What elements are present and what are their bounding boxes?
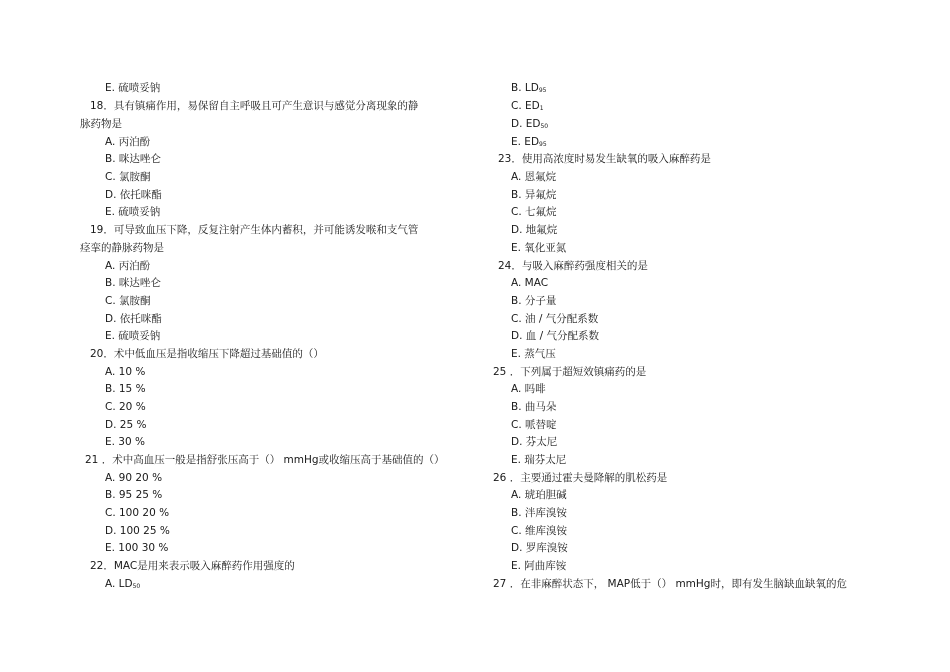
q22-option-c-subscript: 1 <box>539 105 544 112</box>
q21-stem: 21 ．术中高血压一般是指舒张压高于（） mmHg或收缩压高于基础值的（） <box>85 454 445 466</box>
q20-option-a: A. 10 % <box>105 366 146 378</box>
q22-stem: 22．MAC是用来表示吸入麻醉药作用强度的 <box>90 560 295 572</box>
q22-option-a <box>105 577 140 594</box>
q20-option-d: D. 25 % <box>105 419 147 431</box>
q18-option-d: D. 依托咪酯 <box>105 189 162 201</box>
q23-option-e: E. 氧化亚氮 <box>511 242 567 254</box>
q18-stem-line1: 18．具有镇痛作用，易保留自主呼吸且可产生意识与感觉分离现象的静 <box>90 100 419 112</box>
q27-stem: 27 ．在非麻醉状态下， MAP低于（） mmHg时，即有发生脑缺血缺氧的危 <box>493 578 847 590</box>
q21-option-e: E. 100 30 % <box>105 542 169 554</box>
q19-option-d: D. 依托咪酯 <box>105 313 162 325</box>
q26-option-c: C. 维库溴铵 <box>511 525 568 537</box>
q21-option-c: C. 100 20 % <box>105 507 170 519</box>
q18-option-e: E. 硫喷妥钠 <box>105 206 161 218</box>
q25-option-d: D. 芬太尼 <box>511 436 558 448</box>
q18-stem-line2: 脉药物是 <box>80 118 122 130</box>
q20-option-c: C. 20 % <box>105 401 146 413</box>
q21-option-b: B. 95 25 % <box>105 489 163 501</box>
q19-option-a: A. 丙泊酚 <box>105 260 151 272</box>
q22-option-a-text: A. LD <box>105 578 133 590</box>
q26-option-e: E. 阿曲库铵 <box>511 560 567 572</box>
q19-stem-line1: 19．可导致血压下降，反复注射产生体内蓄积，并可能诱发喉和支气管 <box>90 224 419 236</box>
q22-option-a-subscript: 50 <box>132 583 141 590</box>
q20-option-b: B. 15 % <box>105 383 146 395</box>
q22-option-d-text: D. ED <box>511 118 541 130</box>
q22-option-b-text: B. LD <box>511 82 539 94</box>
q18-option-c: C. 氯胺酮 <box>105 171 151 183</box>
q17-option-e: E. 硫喷妥钠 <box>105 82 161 94</box>
q26-option-d: D. 罗库溴铵 <box>511 542 568 554</box>
q22-option-c-text: C. ED <box>511 100 540 112</box>
q22-option-b <box>511 81 546 98</box>
q25-option-b: B. 曲马朵 <box>511 401 557 413</box>
q25-option-e: E. 瑞芬太尼 <box>511 454 567 466</box>
q24-option-d: D. 血 / 气分配系数 <box>511 330 599 342</box>
q20-stem: 20．术中低血压是指收缩压下降超过基础值的（） <box>90 348 324 360</box>
q22-option-d-subscript: 50 <box>540 123 549 130</box>
q21-option-a: A. 90 20 % <box>105 472 163 484</box>
q19-option-c: C. 氯胺酮 <box>105 295 151 307</box>
q22-option-b-subscript: 95 <box>538 87 547 94</box>
q24-option-e: E. 蒸气压 <box>511 348 556 360</box>
q26-option-a: A. 琥珀胆碱 <box>511 489 567 501</box>
q24-option-b: B. 分子量 <box>511 295 557 307</box>
q25-option-a: A. 吗啡 <box>511 383 546 395</box>
q25-option-c: C. 哌替啶 <box>511 419 557 431</box>
q26-option-b: B. 泮库溴铵 <box>511 507 567 519</box>
q22-option-e <box>511 135 547 152</box>
q22-option-d <box>511 117 548 134</box>
q21-option-d: D. 100 25 % <box>105 525 170 537</box>
q18-option-a: A. 丙泊酚 <box>105 136 151 148</box>
q19-option-b: B. 咪达唑仑 <box>105 277 161 289</box>
q23-option-d: D. 地氟烷 <box>511 224 558 236</box>
q22-option-e-text: E. ED <box>511 136 540 148</box>
q19-option-e: E. 硫喷妥钠 <box>105 330 161 342</box>
q25-stem: 25 ．下列属于超短效镇痛药的是 <box>493 366 647 378</box>
q26-stem: 26 ．主要通过霍夫曼降解的肌松药是 <box>493 472 668 484</box>
q24-option-c: C. 油 / 气分配系数 <box>511 313 599 325</box>
q23-option-a: A. 恩氟烷 <box>511 171 557 183</box>
q24-option-a: A. MAC <box>511 277 549 289</box>
q19-stem-line2: 痉挛的静脉药物是 <box>80 242 164 254</box>
q23-stem: 23．使用高浓度时易发生缺氧的吸入麻醉药是 <box>498 153 711 165</box>
q23-option-c: C. 七氟烷 <box>511 206 557 218</box>
q22-option-c <box>511 99 544 116</box>
q24-stem: 24．与吸入麻醉药强度相关的是 <box>498 260 648 272</box>
q20-option-e: E. 30 % <box>105 436 145 448</box>
q18-option-b: B. 咪达唑仑 <box>105 153 161 165</box>
q22-option-e-subscript: 95 <box>539 141 547 148</box>
q23-option-b: B. 异氟烷 <box>511 189 557 201</box>
